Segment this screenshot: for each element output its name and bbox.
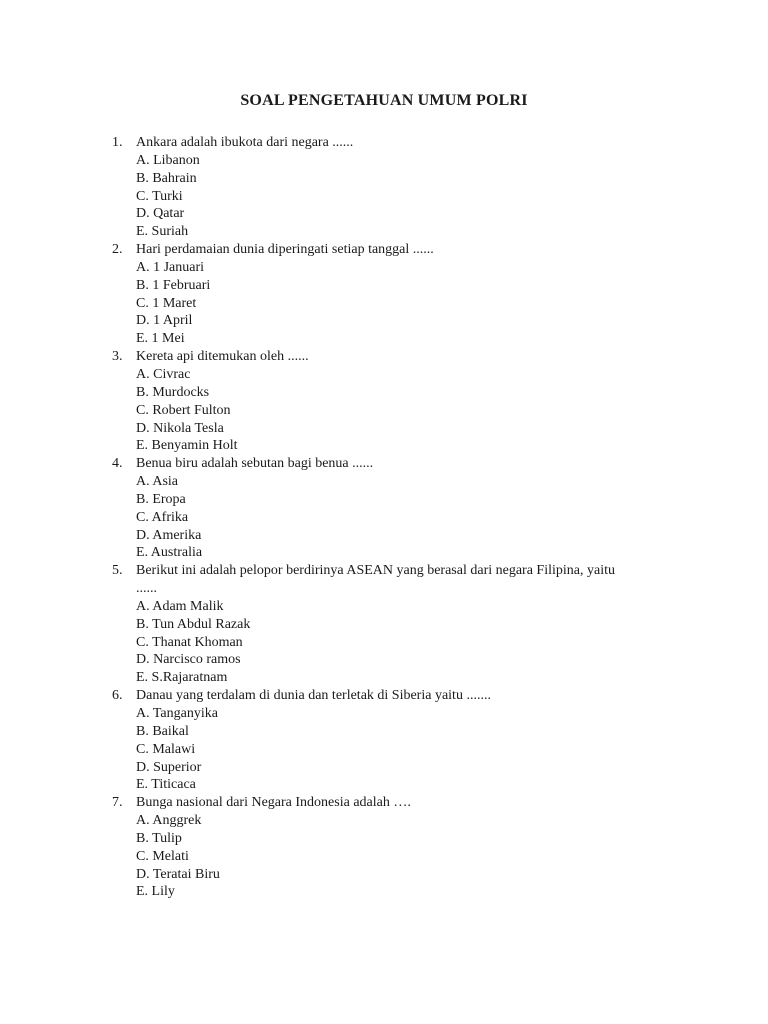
question-number: 2. [112, 242, 123, 258]
answer-option: D. Teratai Biru [136, 866, 220, 882]
answer-option: C. Robert Fulton [136, 402, 231, 418]
question-item [112, 562, 632, 687]
answer-option: B. Tulip [136, 830, 182, 846]
answer-option: D. Narcisco ramos [136, 652, 241, 668]
answer-option: A. Libanon [136, 152, 200, 168]
question-number: 6. [112, 688, 123, 704]
option-list [136, 259, 632, 348]
option-list [136, 812, 632, 901]
option-list [136, 705, 632, 794]
answer-option: A. 1 Januari [136, 259, 205, 275]
question-list [112, 134, 632, 901]
document-title: SOAL PENGETAHUAN UMUM POLRI [240, 92, 528, 109]
answer-option: E. S.Rajaratnam [136, 670, 228, 686]
question-item [112, 794, 632, 901]
question-number: 5. [112, 563, 123, 579]
answer-option: A. Asia [136, 474, 178, 490]
option-list [136, 598, 632, 687]
answer-option: D. Amerika [136, 527, 202, 543]
answer-option: A. Civrac [136, 366, 191, 382]
question-item [112, 134, 632, 241]
question-item [112, 455, 632, 562]
answer-option: D. 1 April [136, 313, 193, 329]
question-number: 3. [112, 349, 123, 365]
answer-option: E. Suriah [136, 224, 189, 240]
question-text: Bunga nasional dari Negara Indonesia adalah …. [136, 795, 411, 811]
answer-option: B. 1 Februari [136, 277, 211, 293]
option-list [136, 152, 632, 241]
answer-option: E. Titicaca [136, 777, 196, 793]
question-item [112, 687, 632, 794]
answer-option: B. Eropa [136, 491, 186, 507]
question-text: Benua biru adalah sebutan bagi benua ...... [136, 456, 374, 472]
question-number: 7. [112, 795, 123, 811]
answer-option: B. Bahrain [136, 170, 197, 186]
answer-option: B. Tun Abdul Razak [136, 616, 251, 632]
option-list [136, 366, 632, 455]
question-item [112, 241, 632, 348]
option-list [136, 473, 632, 562]
question-text: Hari perdamaian dunia diperingati setiap tanggal ...... [136, 242, 434, 258]
answer-option: C. Malawi [136, 741, 196, 757]
answer-option: C. Thanat Khoman [136, 634, 243, 650]
answer-option: B. Baikal [136, 723, 189, 739]
question-item [112, 348, 632, 455]
question-text: Berikut ini adalah pelopor berdirinya ASEAN yang berasal dari negara Filipina, yaitu ...... [136, 563, 615, 597]
answer-option: D. Nikola Tesla [136, 420, 224, 436]
answer-option: B. Murdocks [136, 384, 210, 400]
answer-option: E. Australia [136, 545, 203, 561]
answer-option: E. 1 Mei [136, 331, 185, 347]
answer-option: C. Melati [136, 848, 189, 864]
question-number: 1. [112, 135, 123, 150]
question-text: Danau yang terdalam di dunia dan terletak di Siberia yaitu ....... [136, 688, 491, 704]
answer-option: C. 1 Maret [136, 295, 197, 311]
answer-option: A. Anggrek [136, 813, 202, 829]
answer-option: D. Qatar [136, 206, 185, 222]
answer-option: A. Adam Malik [136, 598, 224, 614]
question-number: 4. [112, 456, 123, 472]
answer-option: D. Superior [136, 759, 202, 775]
answer-option: E. Lily [136, 884, 175, 900]
question-text: Kereta api ditemukan oleh ...... [136, 349, 309, 365]
answer-option: A. Tanganyika [136, 706, 218, 721]
question-text: Ankara adalah ibukota dari negara ...... [136, 135, 354, 150]
answer-option: C. Afrika [136, 509, 189, 525]
answer-option: E. Benyamin Holt [136, 438, 238, 454]
answer-option: C. Turki [136, 188, 183, 204]
